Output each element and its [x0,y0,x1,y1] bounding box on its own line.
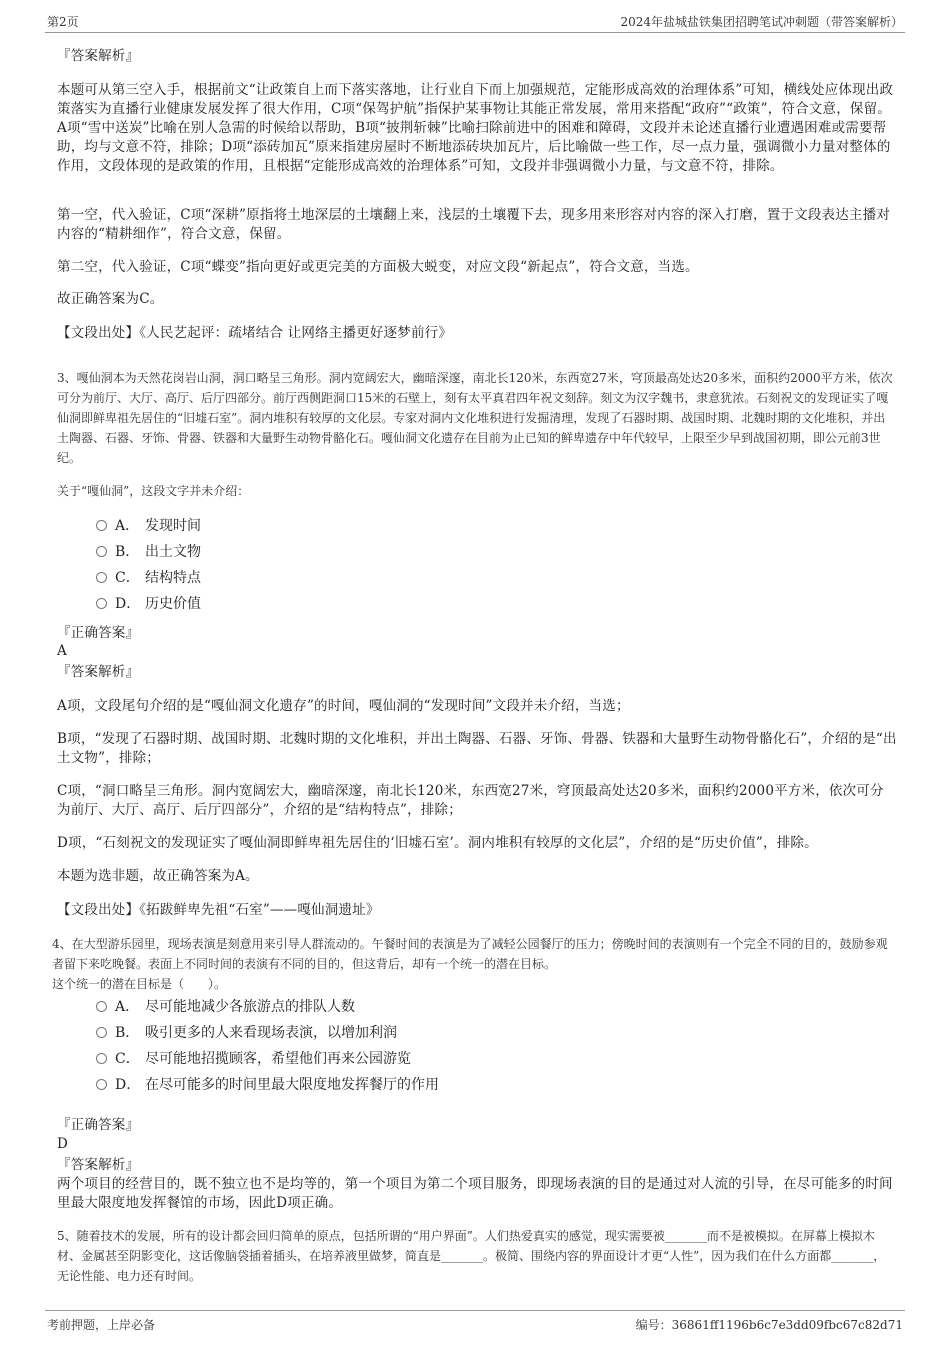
q4-question: 这个统一的潜在目标是（ ）。 [52,977,227,991]
q4-stem: 4、在大型游乐园里，现场表演是刻意用来引导人群流动的。午餐时间的表演是为了减轻公园餐厅的压力；傍晚时间的表演则有一个完全不同的目的，鼓励参观者留下来吃晚餐。表面上不同时间的表演有不同的目的，但这背后，却有一个统一的潜在目标。 [52,937,888,971]
q2-analysis-paragraph-2: 第一空，代入验证，C项“深耕”原指将土地深层的土壤翻上来，浅层的土壤覆下去，现多用来形容对内容的深入打磨，置于文段表达主播对内容的“精耕细作”，符合文意，保留。 [57,207,891,242]
q3-source: 【文段出处】《拓跋鲜卑先祖“石室”——嘎仙洞遗址》 [57,902,380,918]
q3-analysis-label: 『答案解析』 [57,664,140,680]
q5-stem: 5、随着技术的发展，所有的设计都会回归简单的原点，包括所谓的“用户界面”。人们热爱真实的感觉，现实需要被_______而不是被模拟。在屏幕上模拟木材、金属甚至阴影变化，这话像脑袋插着插头，在培养液里做梦，简直是_______。极简、围绕内容的界面设计才更“人性”，因为我们在什么方面都_______，无论性能、电力还有时间。 [57,1229,886,1283]
q3-analysis-b: B项，“发现了石器时期、战国时期、北魏时期的文化堆积，并出土陶器、石器、牙饰、骨器、铁器和大量野生动物骨骼化石”，介绍的是“出土文物”，排除； [57,731,897,766]
q2-source: 【文段出处】《人民艺起评：疏堵结合 让网络主播更好逐梦前行》 [57,325,453,341]
q3-answer: A [57,643,67,659]
radio-icon[interactable] [96,546,107,557]
q2-analysis-paragraph-3: 第二空，代入验证，C项“蝶变”指向更好或更完美的方面极大蜕变，对应文段“新起点”，符合文意，当选。 [57,259,699,275]
q4-analysis: 两个项目的经营目的，既不独立也不是均等的，第一个项目为第二个项目服务，即现场表演的目的是通过对人流的引导，在尽可能多的时间里最大限度地发挥餐馆的市场，因此D项正确。 [57,1176,893,1211]
document-title: 2024年盐城盐铁集团招聘笔试冲刺题（带答案解析） [620,15,903,29]
q4-option-c[interactable]: C． 尽可能地招揽顾客，希望他们再来公园游览 [96,1049,411,1069]
radio-icon[interactable] [96,1001,107,1012]
q3-answer-label: 『正确答案』 [57,625,140,641]
q3-option-a[interactable]: A． 发现时间 [96,516,201,536]
page-footer [45,1310,905,1333]
q3-option-c[interactable]: C． 结构特点 [96,568,201,588]
q3-analysis-c: C项，“洞口略呈三角形。洞内宽阔宏大，幽暗深邃，南北长120米，东西宽27米，穹顶最高处达20多米，面积约2000平方米，依次可分为前厅、大厅、高厅、后厅四部分”，介绍的是“结构特点”，排除； [57,783,884,818]
q4-answer-label: 『正确答案』 [57,1117,140,1133]
q3-analysis-d: D项，“石刻祝文的发现证实了嘎仙洞即鲜卑祖先居住的‘旧墟石室’。洞内堆积有较厚的文化层”，介绍的是“历史价值”，排除。 [57,835,818,851]
q4-option-a[interactable]: A． 尽可能地减少各旅游点的排队人数 [96,997,355,1017]
page-header [45,10,905,33]
radio-icon[interactable] [96,520,107,531]
q3-analysis-a: A项，文段尾句介绍的是“嘎仙洞文化遗存”的时间，嘎仙洞的“发现时间”文段并未介绍，当选； [57,698,630,714]
radio-icon[interactable] [96,1027,107,1038]
footer-slogan: 考前押题，上岸必备 [47,1318,156,1332]
q4-option-b[interactable]: B． 吸引更多的人来看现场表演，以增加利润 [96,1023,397,1043]
q3-option-d[interactable]: D． 历史价值 [96,594,201,614]
q4-option-d[interactable]: D． 在尽可能多的时间里最大限度地发挥餐厅的作用 [96,1075,439,1095]
q2-analysis-label: 『答案解析』 [57,48,140,64]
q2-analysis-paragraph-4: 故正确答案为C。 [57,291,164,307]
document-code: 编号：36861ff1196b6c7e3dd09fbc67c82d71 [635,1318,903,1332]
q3-analysis-conclusion: 本题为选非题，故正确答案为A。 [57,868,259,884]
radio-icon[interactable] [96,598,107,609]
q2-analysis-paragraph-1: 本题可从第三空入手，根据前文“让政策自上而下落实落地，让行业自下而上加强规范，定能形成高效的治理体系”可知，横线处应体现出政策落实为直播行业健康发展发挥了很大作用，C项“保驾护航”指保护某事物让其能正常发展，常用来搭配“政府”“政策”，符合文意，保留。A项“雪中送炭”比喻在别人急需的时候给以帮助，B项“披荆斩棘”比喻扫除前进中的困难和障碍，文段并未论述直播行业遭遇困难或需要帮助，均与文意不符，排除；D项“添砖加瓦”原来指建房屋时不断地添砖块加瓦片，后比喻做一些工作，尽一点力量，强调微小力量对整体的作用，文段体现的是政策的作用，且根据“定能形成高效的治理体系”可知，文段并非强调微小力量，与文意不符，排除。 [57,82,894,174]
q3-stem: 3、嘎仙洞本为天然花岗岩山洞，洞口略呈三角形。洞内宽阔宏大，幽暗深邃，南北长120米，东西宽27米，穹顶最高处达20多米，面积约2000平方米，依次可分为前厅、大厅、高厅、后厅四部分。前厅西侧距洞口15米的石壁上，刻有太平真君四年祝文刻辞。刻文为汉字魏书，隶意犹浓。石刻祝文的发现证实了嘎仙洞即鲜卑祖先居住的“旧墟石室”。洞内堆积有较厚的文化层。专家对洞内文化堆积进行发掘清理，发现了石器时期、战国时期、北魏时期的文化堆积，并出土陶器、石器、牙饰、骨器、铁器和大量野生动物骨骼化石。嘎仙洞文化遗存在目前为止已知的鲜卑遗存中年代较早，上限至少早到战国初期，即公元前3世纪。 [57,371,893,465]
q4-analysis-label: 『答案解析』 [57,1157,140,1173]
page-number: 第2页 [47,15,79,29]
radio-icon[interactable] [96,1079,107,1090]
q3-option-b[interactable]: B． 出土文物 [96,542,201,562]
q3-question: 关于“嘎仙洞”，这段文字并未介绍： [57,484,250,498]
radio-icon[interactable] [96,1053,107,1064]
radio-icon[interactable] [96,572,107,583]
q4-answer: D [57,1136,69,1152]
